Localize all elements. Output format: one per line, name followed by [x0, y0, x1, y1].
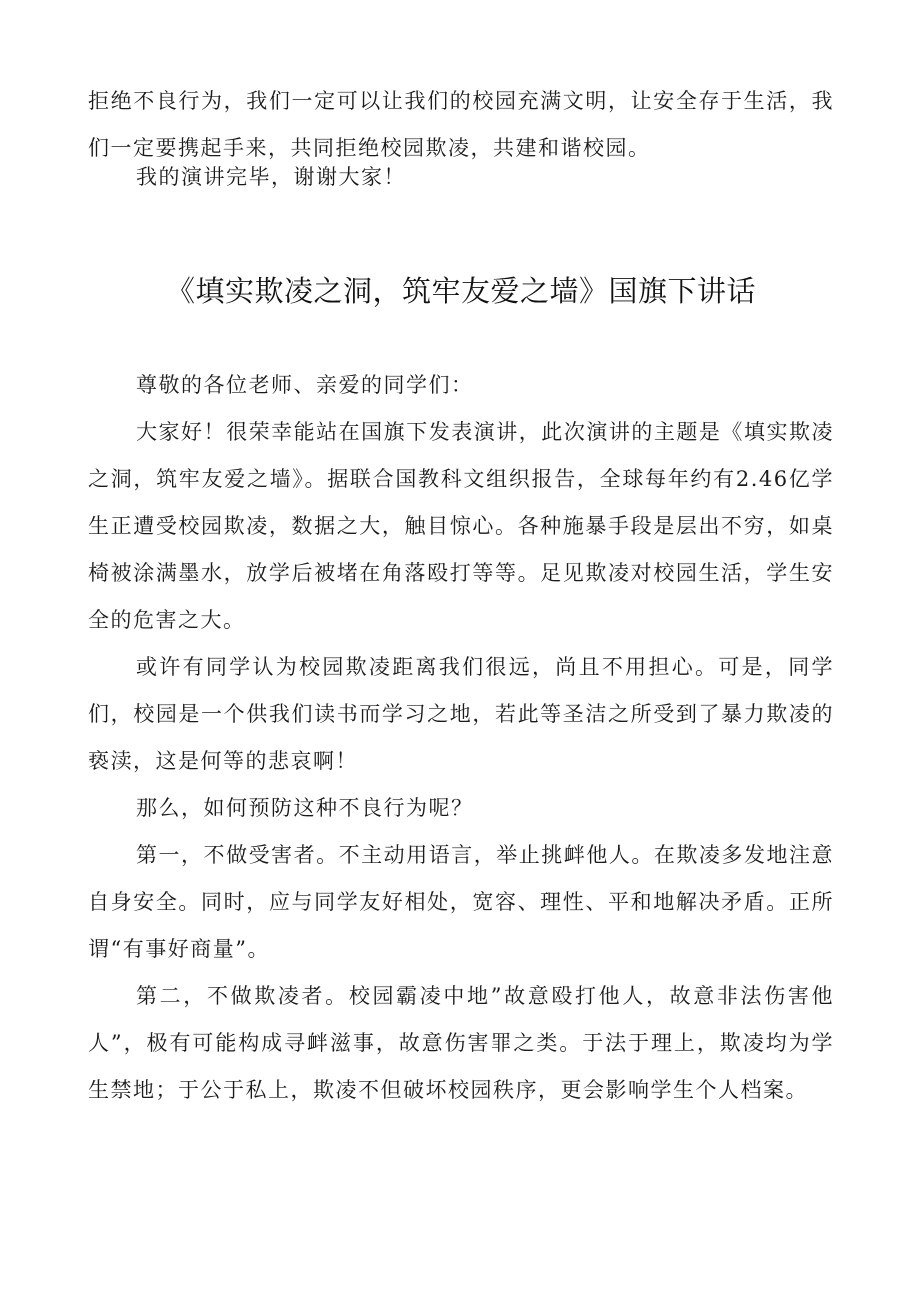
salutation: 尊敬的各位老师、亲爱的同学们：	[136, 373, 474, 397]
body-paragraph-concern: 或许有同学认为校园欺凌距离我们很远，尚且不用担心。可是，同学们，校园是一个供我们读书而学习之地，若此等圣洁之所受到了暴力欺凌的亵渎，这是何等的悲哀啊！	[88, 655, 834, 773]
closing-remark: 我的演讲完毕，谢谢大家！	[136, 165, 406, 189]
body-paragraph-question: 那么，如何预防这种不良行为呢？	[136, 796, 474, 820]
continuation-paragraph: 拒绝不良行为，我们一定可以让我们的校园充满文明，让安全存于生活，我们一定要携起手来，共同拒绝校园欺凌，共建和谐校园。	[88, 89, 834, 160]
speech-title: 《填实欺凌之洞，筑牢友爱之墙》国旗下讲话	[165, 274, 756, 308]
body-paragraph-intro: 大家好！很荣幸能站在国旗下发表演讲，此次演讲的主题是《填实欺凌之洞，筑牢友爱之墙》。据联合国教科文组织报告，全球每年约有2.46亿学生正遭受校园欺凌，数据之大，触目惊心。各种施暴手段是层出不穷，如桌椅被涂满墨水，放学后被堵在角落殴打等等。足见欺凌对校园生活，学生安全的危害之大。	[88, 420, 834, 632]
body-paragraph-point-one: 第一，不做受害者。不主动用语言，举止挑衅他人。在欺凌多发地注意自身安全。同时，应与同学友好相处，宽容、理性、平和地解决矛盾。正所谓“有事好商量”。	[88, 843, 834, 961]
body-paragraph-point-two: 第二，不做欺凌者。校园霸凌中地”故意殴打他人，故意非法伤害他人”，极有可能构成寻衅滋事，故意伤害罪之类。于法于理上，欺凌均为学生禁地；于公于私上，欺凌不但破坏校园秩序，更会影响学生个人档案。	[88, 984, 834, 1102]
